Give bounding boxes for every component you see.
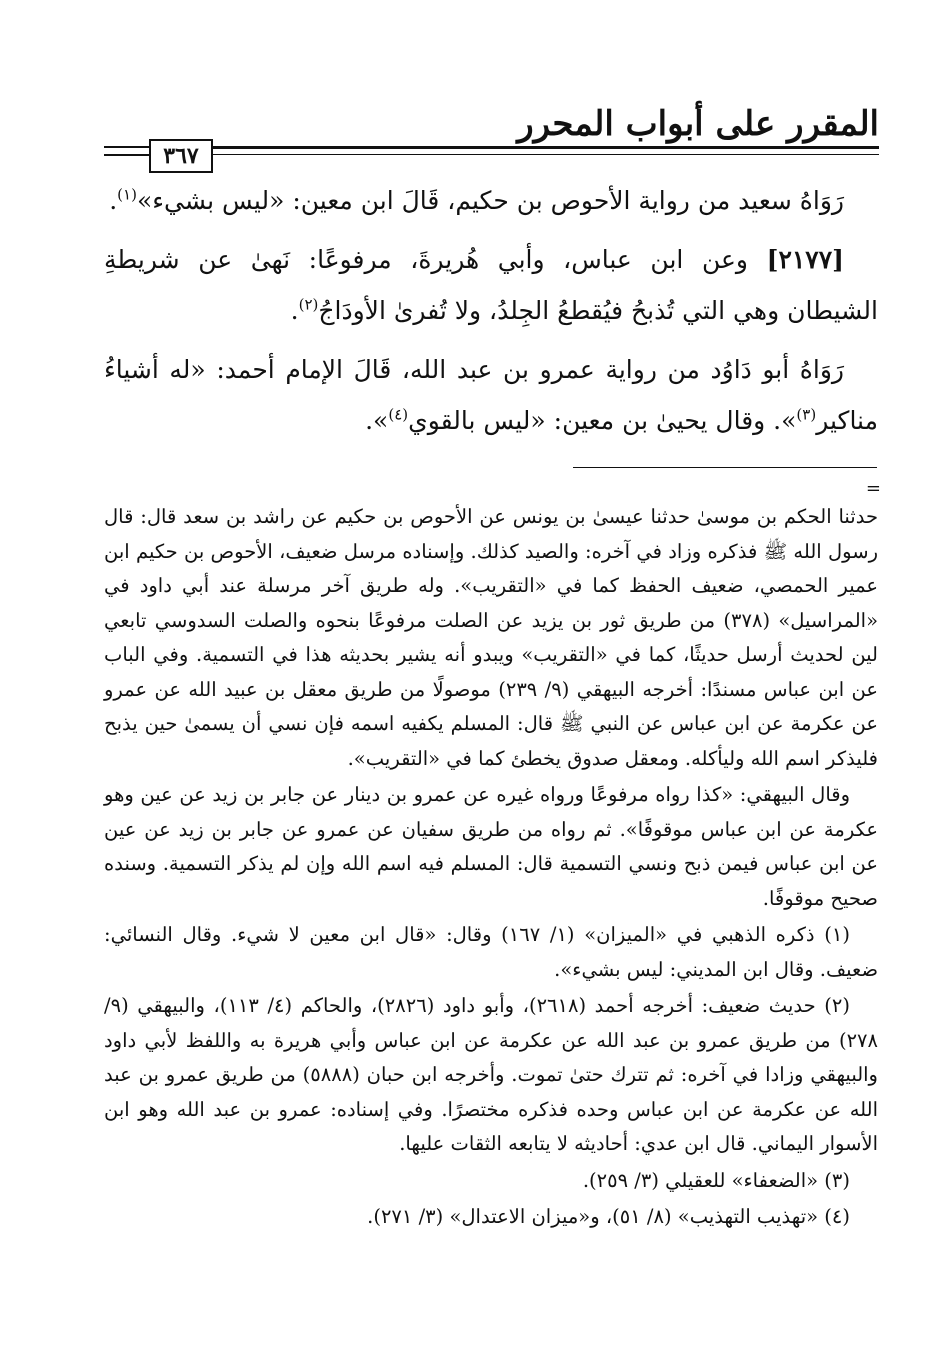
continuation-mark: = xyxy=(865,478,881,499)
running-header-title: المقرر على أبواب المحرر xyxy=(517,104,879,144)
footnote-continuation-2: وقال البيهقي: «كذا رواه مرفوعًا ورواه غيره عن عمرو بن دينار عن جابر بن زيد عن عين وهو عكرمة عن ابن عباس موقوفًا». ثم رواه من طريق سفيان عن عمرو عن جابر بن زيد عن عين عن ابن عباس فيمن ذبح ونسي التسمية قال: المسلم فيه اسم الله وإن لم يذكر التسمية. وسنده صحيح موقوفًا. xyxy=(104,783,878,910)
paragraph-narration-1: رَوَاهُ سعيد من رواية الأحوص بن حكيم، قَالَ ابن معين: «ليس بشيء»$^{(١)}$. xyxy=(109,185,844,215)
footnote-continuation-1: حدثنا الحكم بن موسىٰ حدثنا عيسىٰ بن يونس عن الأحوص بن حكيم عن راشد بن سعد قال: قال رسول الله ﷺ فذكره وزاد في آخره: والصيد كذلك. وإسناده مرسل ضعيف، الأحوص بن حكيم ابن عمير الحمصي، ضعيف الحفظ كما في «التقريب». وله طريق آخر مرسلة عند أبي داود في «المراسيل» (٣٧٨) من طريق ثور بن يزيد عن الصلت مرفوعًا بنحوه والصلت السدوسي تابعي لين لحديث أرسل حديثًا، كما في «التقريب» ويبدو أنه يشير بحديثه هذا في التسمية. وفي الباب عن ابن عباس مسندًا: أخرجه البيهقي (٩/ ٢٣٩) موصولًا من طريق معقل بن عبيد الله عن عمرو عن عكرمة عن ابن عباس عن النبي ﷺ قال: المسلم يكفيه اسمه فإن نسي أن يسمىٰ حين يذبح فليذكر اسم الله وليأكله. ومعقل صدوق يخطئ كما في «التقريب». xyxy=(104,505,879,770)
header-rule-right-thin xyxy=(213,154,879,155)
footnote-ref-2: (٢) xyxy=(298,295,319,314)
header-rule-left-top xyxy=(104,146,150,148)
footnote-2: (٢) حديث ضعيف: أخرجه أحمد (٢٦١٨)، وأبو داود (٢٨٢٦)، والحاكم (٤/ ١١٣)، والبيهقي (٩/ ٢٧٨) من طريق عمرو بن عبد الله عن عكرمة عن ابن عباس وأبي هريرة به واللفظ لأبي داود والبيهقي وزادا في آخره: ثم تترك حتىٰ تموت. وأخرجه ابن حبان (٥٨٨٨) من طريق عمرو بن عبد الله عن عكرمة عن ابن عباس وحده فذكره مختصرًا. وفي إسناده: عمرو بن عبد الله وهو ابن الأسوار اليماني. قال ابن عدي: أحاديثه لا يتابعه الثقات عليها. xyxy=(104,994,878,1155)
footnotes xyxy=(104,500,878,1237)
page-number: ٣٦٧ xyxy=(149,139,213,173)
paragraph-narration-2: رَوَاهُ أبو دَاوُد من رواية عمرو بن عبد الله، قَالَ الإمام أحمد: «له أشياءُ مناكير$^{(٣)}$». وقال يحيىٰ بن معين: «ليس بالقوي$^{(٤)}$». xyxy=(104,355,878,435)
footnote-ref-3: (٣) xyxy=(796,405,817,424)
main-text xyxy=(104,175,878,454)
footnote-ref-1: (١) xyxy=(117,185,137,204)
footnote-4: (٤) «تهذيب التهذيب» (٨/ ٥١)، و«ميزان الاعتدال» (٣/ ٢٧١). xyxy=(367,1205,850,1228)
footnote-ref-4: (٤) xyxy=(388,405,409,424)
footnote-1: (١) ذكره الذهبي في «الميزان» (١/ ١٦٧) وقال: «قال ابن معين لا شيء. وقال النسائي: ضعيف. وقال ابن المديني: ليس بشيء». xyxy=(104,923,878,981)
header-rule-right-thick xyxy=(213,146,879,149)
header-rule-left-bottom xyxy=(104,154,150,156)
paragraph-hadith-2177: [٢١٧٧] وعن ابن عباس، وأبي هُريرةَ، مرفوعًا: نَهىٰ عن شريطةِ الشيطان وهي التي تُذبحُ فيُقطعُ الجِلدُ، ولا تُفرىٰ الأودَاجُ$^{(٢)}$. xyxy=(104,245,878,325)
hadith-number: [٢١٧٧] xyxy=(766,245,844,274)
footnote-3: (٣) «الضعفاء» للعقيلي (٣/ ٢٥٩). xyxy=(582,1168,850,1192)
footnote-separator xyxy=(573,467,877,468)
